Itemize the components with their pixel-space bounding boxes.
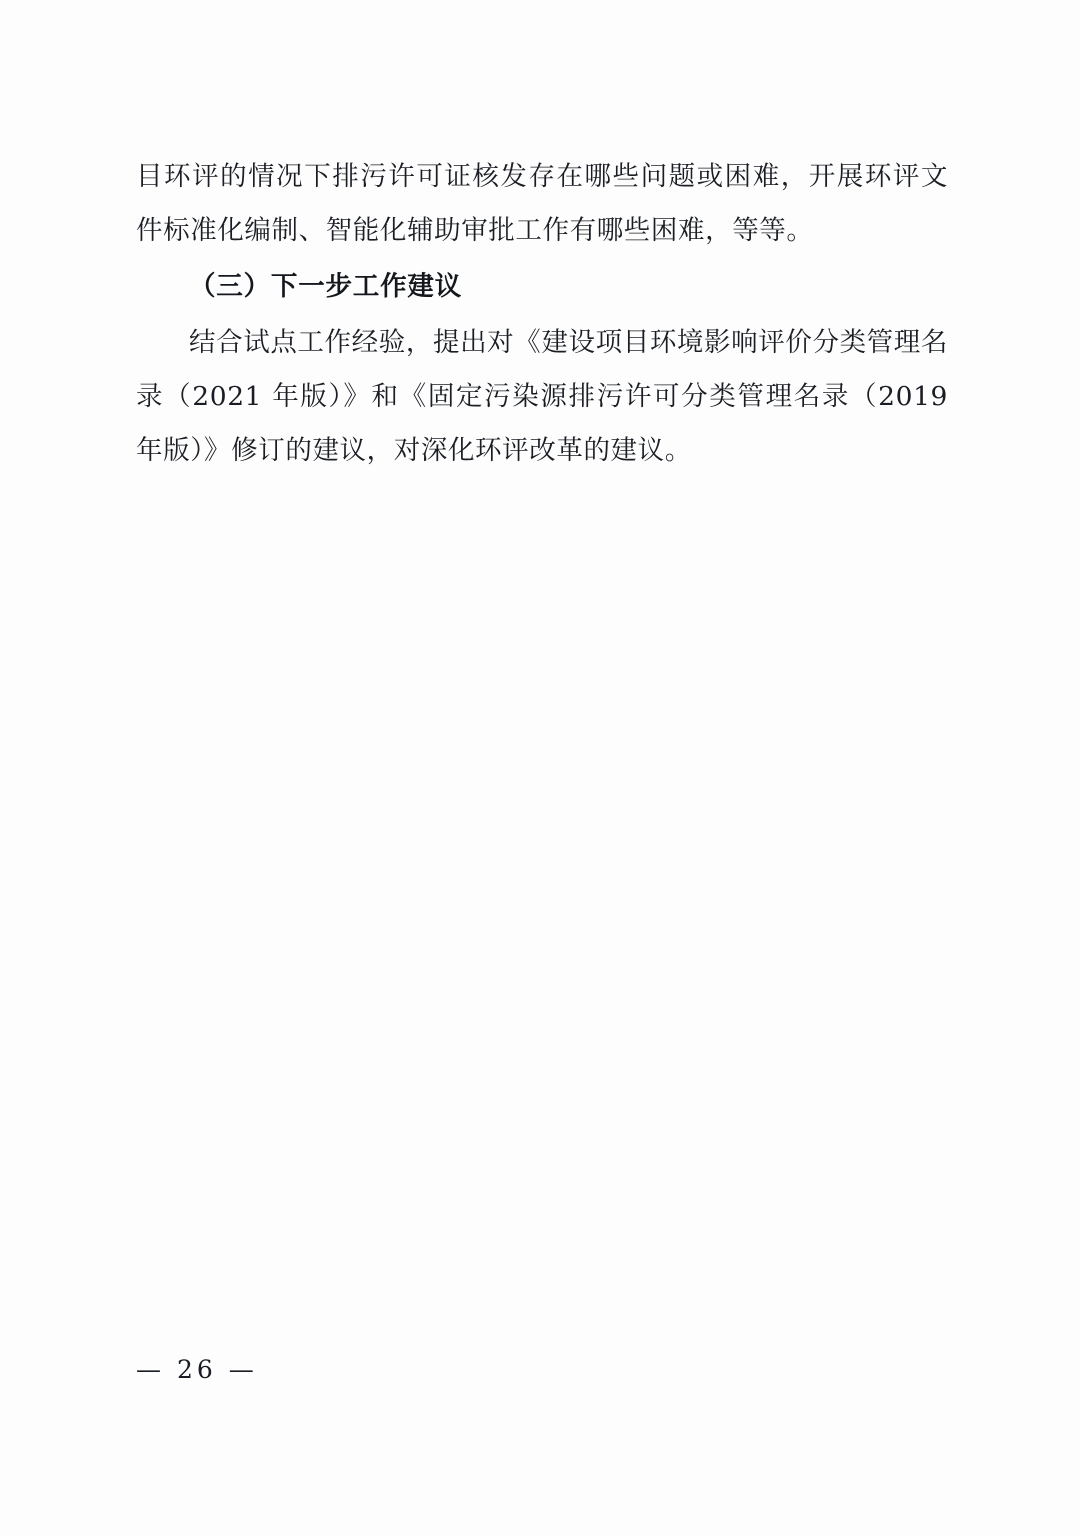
page-number: — 26 — [136,1355,258,1384]
document-body [136,150,948,478]
paragraph-continuation: 目环评的情况下排污许可证核发存在哪些问题或困难，开展环评文件标准化编制、智能化辅助审批工作有哪些困难，等等。 [136,161,948,246]
section-heading-next-step-suggestions: （三）下一步工作建议 [189,271,462,302]
page-footer [0,1355,1080,1384]
paragraph-suggestions: 结合试点工作经验，提出对《建设项目环境影响评价分类管理名录（2021 年版）》和《固定污染源排污许可分类管理名录（2019 年版）》修订的建议，对深化环评改革的建议。 [136,327,948,466]
